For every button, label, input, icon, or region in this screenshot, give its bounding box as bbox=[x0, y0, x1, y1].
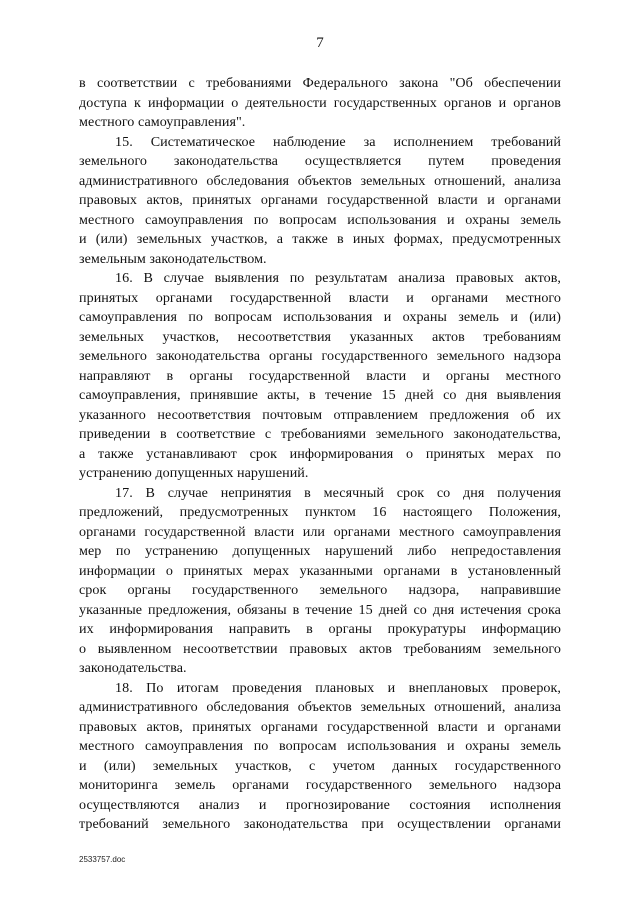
text-line: самоуправления, принявшие акты, в течение 15 дней со дня выявления bbox=[79, 387, 561, 403]
text-line: 18. По итогам проведения плановых и внеплановых проверок, bbox=[115, 679, 561, 696]
document-footer-filename: 2533757.doc bbox=[79, 855, 126, 864]
text-line: в соответствии с требованиями Федерального закона "Об обеспечении bbox=[79, 75, 561, 91]
text-line: 15. Систематическое наблюдение за исполнением требований bbox=[115, 133, 561, 150]
text-line: направляют в органы государственной власти и органы местного bbox=[79, 367, 561, 384]
text-line: требований земельного законодательства при осуществлении органами bbox=[79, 816, 561, 832]
text-line: срок органы государственного земельного надзора, направившие bbox=[79, 582, 561, 598]
text-line: приведении в соответствие с требованиями земельного законодательства, bbox=[79, 426, 561, 442]
text-line: указанного несоответствия почтовым отправлением предложения об их bbox=[79, 406, 561, 423]
text-line: самоуправления по вопросам использования и охраны земель и (или) bbox=[79, 309, 561, 325]
text-line: правовых актов, принятых органами государственной власти и органами bbox=[79, 192, 561, 208]
text-line: органами государственной власти или органами местного самоуправления bbox=[79, 523, 561, 540]
document-body bbox=[79, 74, 561, 835]
text-line: указанные предложения, обязаны в течение 15 дней со дня истечения срока bbox=[79, 601, 561, 618]
text-line: земельного законодательства осуществляется путем проведения bbox=[79, 153, 561, 169]
text-line: доступа к информации о деятельности государственных органов и органов bbox=[79, 94, 561, 111]
text-line: принятых органами государственной власти и органами местного bbox=[79, 289, 561, 306]
text-line: 16. В случае выявления по результатам анализа правовых актов, bbox=[115, 270, 561, 286]
text-line: земельного законодательства органы государственного земельного надзора bbox=[79, 348, 561, 364]
text-line: их информирования направить в органы прокуратуры информацию bbox=[79, 621, 561, 637]
text-line: устранению допущенных нарушений. bbox=[79, 465, 309, 481]
text-line: правовых актов, принятых органами государственной власти и органами bbox=[79, 718, 561, 735]
text-line: мониторинга земель органами государственного земельного надзора bbox=[79, 777, 561, 793]
text-line: законодательства. bbox=[79, 660, 187, 676]
text-line: местного самоуправления по вопросам использования и охраны земель bbox=[79, 738, 561, 754]
text-line: местного самоуправления по вопросам использования и охраны земель bbox=[79, 211, 561, 228]
text-line: и (или) земельных участков, а также в иных формах, предусмотренных bbox=[79, 231, 561, 247]
text-line: о выявленном несоответствии правовых актов требованиям земельного bbox=[79, 640, 561, 657]
text-line: осуществляются анализ и прогнозирование состояния исполнения bbox=[79, 796, 561, 813]
text-line: земельным законодательством. bbox=[79, 250, 267, 267]
text-line: административного обследования объектов земельных отношений, анализа bbox=[79, 699, 561, 715]
text-line: 17. В случае непринятия в месячный срок со дня получения bbox=[115, 484, 561, 501]
text-line: мер по устранению допущенных нарушений либо непредоставления bbox=[79, 543, 561, 559]
text-line: административного обследования объектов земельных отношений, анализа bbox=[79, 172, 561, 189]
text-line: земельных участков, несоответствия указанных актов требованиям bbox=[79, 328, 561, 345]
text-line: местного самоуправления". bbox=[79, 114, 246, 130]
text-line: а также устанавливают срок информирования о принятых мерах по bbox=[79, 445, 561, 462]
text-line: предложений, предусмотренных пунктом 16 настоящего Положения, bbox=[79, 504, 561, 520]
text-line: и (или) земельных участков, с учетом данных государственного bbox=[79, 757, 561, 774]
page-number: 7 bbox=[316, 35, 324, 51]
text-line: информации о принятых мерах указанными органами в установленный bbox=[79, 562, 561, 579]
